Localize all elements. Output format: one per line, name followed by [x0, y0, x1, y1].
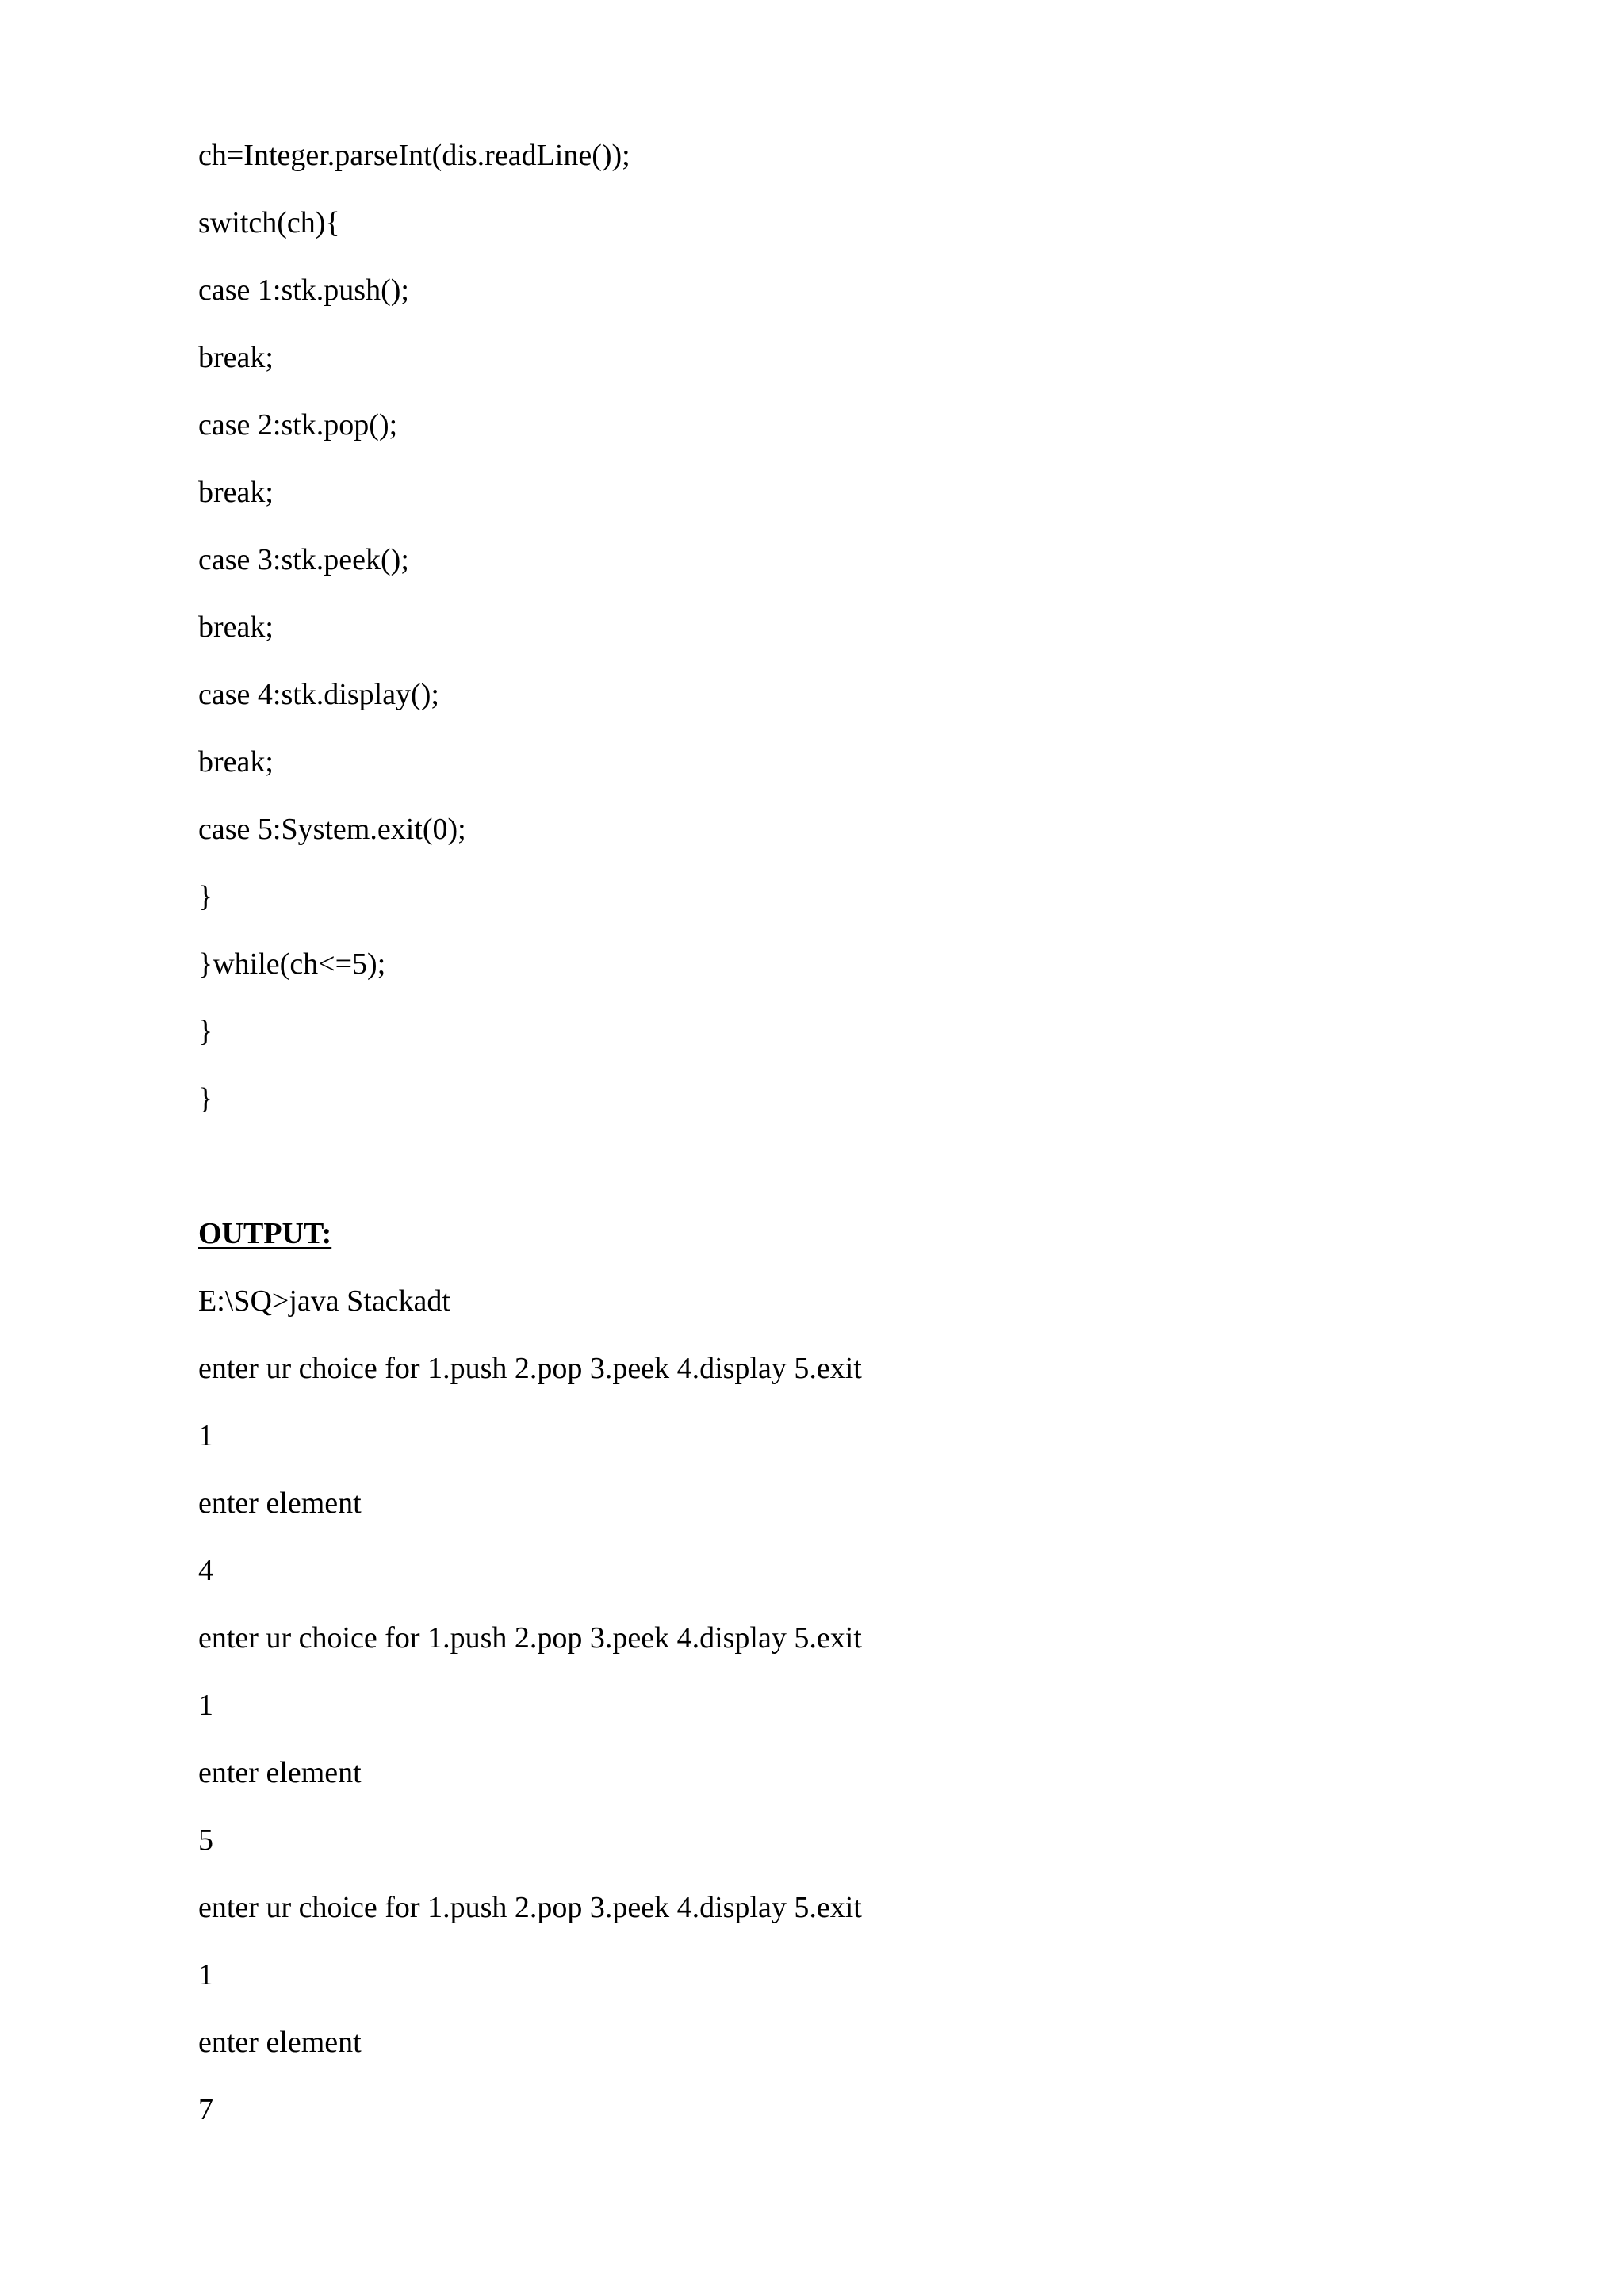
code-line: }	[198, 1082, 213, 1115]
code-line: case 3:stk.peek();	[198, 543, 409, 576]
output-line: enter ur choice for 1.push 2.pop 3.peek 4.display 5.exit	[198, 1621, 862, 1655]
code-line: break;	[198, 341, 274, 374]
code-line: switch(ch){	[198, 206, 340, 239]
code-line: case 5:System.exit(0);	[198, 813, 466, 846]
code-line: }	[198, 880, 213, 913]
code-line: case 1:stk.push();	[198, 274, 409, 307]
output-line: enter element	[198, 2026, 362, 2059]
code-line: case 2:stk.pop();	[198, 408, 398, 442]
code-line: break;	[198, 745, 274, 779]
output-line: enter ur choice for 1.push 2.pop 3.peek 4.display 5.exit	[198, 1352, 862, 1385]
output-line: enter element	[198, 1487, 362, 1520]
code-line: case 4:stk.display();	[198, 678, 439, 711]
code-line: break;	[198, 610, 274, 644]
output-line: 1	[198, 1419, 213, 1452]
output-heading: OUTPUT:	[198, 1217, 332, 1250]
output-line: enter element	[198, 1756, 362, 1789]
output-line: 5	[198, 1823, 213, 1857]
output-line: 4	[198, 1554, 213, 1587]
output-line: 7	[198, 2093, 213, 2126]
code-line: ch=Integer.parseInt(dis.readLine());	[198, 139, 630, 172]
code-line: }	[198, 1015, 213, 1048]
output-line: 1	[198, 1958, 213, 1992]
code-line: }while(ch<=5);	[198, 947, 386, 981]
output-line: enter ur choice for 1.push 2.pop 3.peek 4.display 5.exit	[198, 1891, 862, 1924]
output-line: E:\SQ>java Stackadt	[198, 1284, 450, 1318]
code-line: break;	[198, 476, 274, 509]
output-line: 1	[198, 1689, 213, 1722]
